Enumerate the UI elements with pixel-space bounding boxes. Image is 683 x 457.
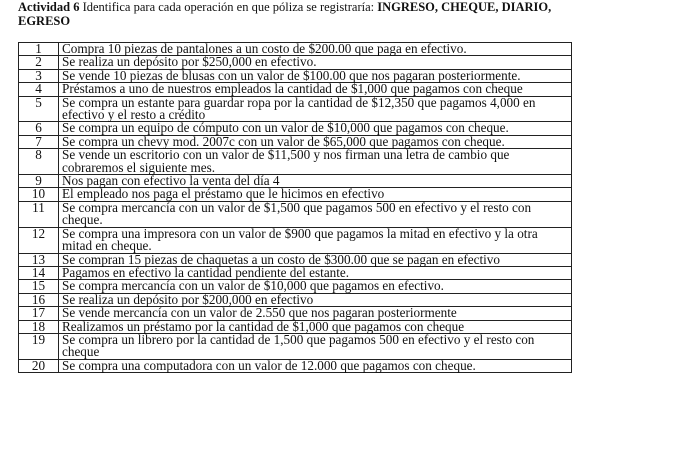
operation-number: 20 [19,359,59,372]
activity-number: Actividad 6 [18,0,80,14]
policy-types-line1: INGRESO, CHEQUE, DIARIO, [377,0,552,14]
operation-number: 9 [19,175,59,188]
operation-number: 4 [19,83,59,96]
operation-description: El empleado nos paga el préstamo que le hicimos en efectivo [59,188,572,201]
operation-row [19,333,572,359]
operation-number: 6 [19,122,59,135]
operation-description: Se realiza un depósito por $200,000 en efectivo [59,293,572,306]
operation-number: 17 [19,307,59,320]
activity-heading [18,0,678,28]
operation-description: Se compra mercancía con un valor de $10,000 que pagamos en efectivo. [59,280,572,293]
operation-number: 3 [19,69,59,82]
operation-row [19,149,572,175]
operation-description: Se compra una computadora con un valor de 12.000 que pagamos con cheque. [59,359,572,372]
operation-row [19,227,572,253]
operation-description: Realizamos un préstamo por la cantidad de $1,000 que pagamos con cheque [59,320,572,333]
operation-number: 15 [19,280,59,293]
operation-number: 18 [19,320,59,333]
operation-description: Se vende mercancía con un valor de 2.550 que nos pagaran posteriormente [59,307,572,320]
operation-number: 16 [19,293,59,306]
operation-description: Pagamos en efectivo la cantidad pendiente del estante. [59,266,572,279]
operation-description: Préstamos a uno de nuestros empleados la cantidad de $1,000 que pagamos con cheque [59,83,572,96]
operation-description: Se compra una impresora con un valor de $900 que pagamos la mitad en efectivo y la otra mitad en cheque. [59,227,572,253]
operations-table [18,42,572,373]
operation-description: Nos pagan con efectivo la venta del día 4 [59,175,572,188]
operation-description: Se vende 10 piezas de blusas con un valor de $100.00 que nos pagaran posteriormente. [59,69,572,82]
operation-description: Se compra un chevy mod. 2007c con un valor de $65,000 que pagamos con cheque. [59,135,572,148]
operation-number: 1 [19,43,59,56]
operation-number: 8 [19,149,59,175]
operation-row [19,96,572,122]
operation-description: Compra 10 piezas de pantalones a un costo de $200.00 que paga en efectivo. [59,43,572,56]
operation-description: Se vende un escritorio con un valor de $11,500 y nos firman una letra de cambio que cobraremos el siguiente mes. [59,149,572,175]
operation-description: Se compran 15 piezas de chaquetas a un costo de $300.00 que se pagan en efectivo [59,253,572,266]
policy-types-line2: EGRESO [18,14,71,28]
operation-number: 11 [19,201,59,227]
operation-number: 5 [19,96,59,122]
operation-description: Se compra mercancía con un valor de $1,500 que pagamos 500 en efectivo y el resto con cheque. [59,201,572,227]
operation-description: Se compra un equipo de cómputo con un valor de $10,000 que pagamos con cheque. [59,122,572,135]
operation-row [19,201,572,227]
operation-description: Se compra un librero por la cantidad de 1,500 que pagamos 500 en efectivo y el resto con cheque [59,333,572,359]
operation-number: 19 [19,333,59,359]
operation-description: Se realiza un depósito por $250,000 en efectivo. [59,56,572,69]
operation-number: 14 [19,266,59,279]
operation-number: 2 [19,56,59,69]
operation-row [19,359,572,372]
activity-instruction: Identifica para cada operación en que póliza se registraría: [82,0,375,14]
operation-description: Se compra un estante para guardar ropa por la cantidad de $12,350 que pagamos 4,000 en efectivo y el resto a crédito [59,96,572,122]
operation-number: 10 [19,188,59,201]
operation-number: 7 [19,135,59,148]
operation-number: 13 [19,253,59,266]
operation-number: 12 [19,227,59,253]
